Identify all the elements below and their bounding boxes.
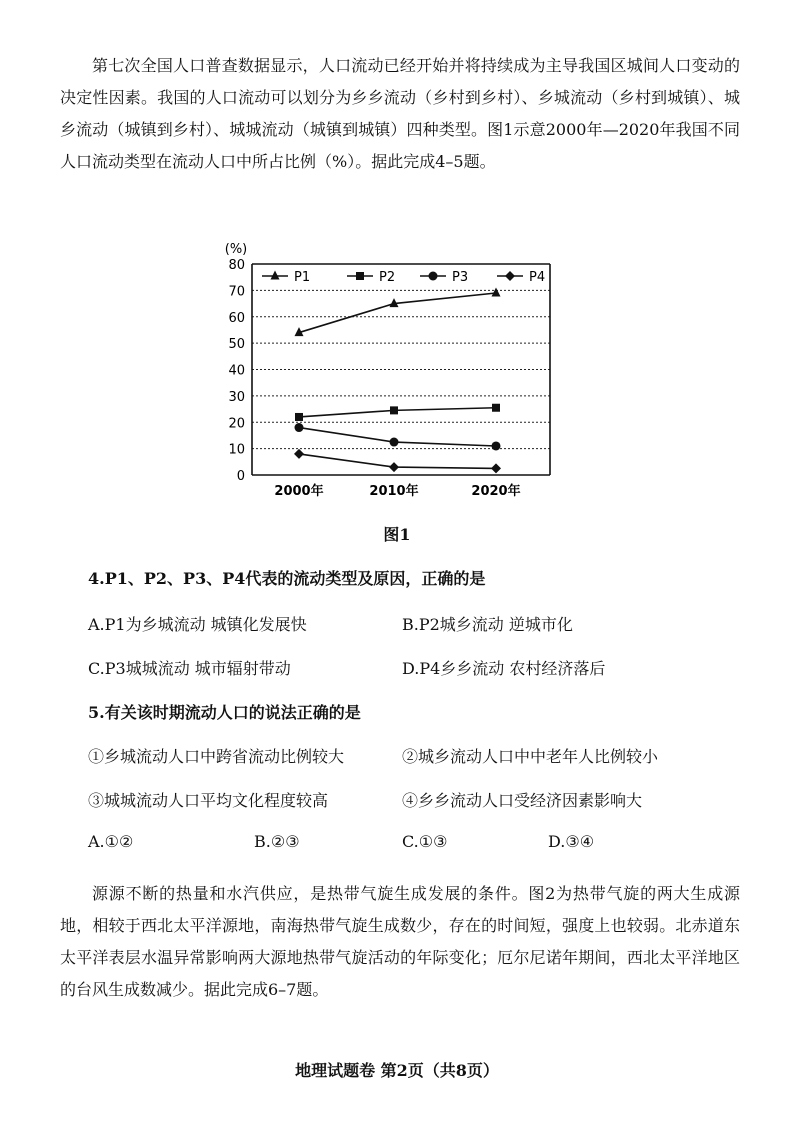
x-tick-label-1: 2010年 [369, 484, 419, 499]
legend-marker-P1 [271, 271, 280, 280]
legend-label-P4: P4 [529, 270, 546, 285]
question-4-option-c[interactable]: C.P3城城流动 城市辐射带动 [88, 659, 291, 678]
question-4-option-a[interactable]: A.P1为乡城流动 城镇化发展快 [88, 615, 307, 634]
y-tick-label-50: 50 [228, 337, 245, 353]
data-point-P1-2 [492, 288, 501, 297]
y-tick-label-0: 0 [236, 469, 245, 484]
legend-marker-P2 [356, 272, 364, 280]
question-5-option-c[interactable]: C.①③ [402, 832, 448, 851]
y-tick-label-80: 80 [228, 258, 245, 273]
legend-marker-P4 [505, 271, 515, 281]
data-point-P2-0 [295, 413, 303, 421]
data-point-P4-2 [491, 463, 501, 473]
legend-label-P2: P2 [379, 270, 396, 285]
question-5-statement-1: ①乡城流动人口中跨省流动比例较大 [88, 747, 345, 766]
population-flow-chart [212, 232, 557, 502]
legend-label-P1: P1 [294, 270, 311, 285]
intro-paragraph: 第七次全国人口普查数据显示，人口流动已经开始并将持续成为主导我国区城间人口变动的决定性因素。我国的人口流动可以划分为乡乡流动（乡村到乡村）、乡城流动（乡村到城镇）、城乡流动（城镇到乡村）、城城流动（城镇到城镇）四种类型。图1示意2000年—2020年我国不同人口流动类型在流动人口中所占比例（%）。据此完成4–5题。 [60, 56, 740, 171]
figure-caption: 图1 [383, 525, 411, 544]
second-paragraph: 源源不断的热量和水汽供应，是热带气旋生成发展的条件。图2为热带气旋的两大生成源地，相较于西北太平洋源地，南海热带气旋生成数少，存在的时间短，强度上也较弱。北赤道东太平洋表层水温异常影响两大源地热带气旋活动的年际变化；厄尔尼诺年期间，西北太平洋地区的台风生成数减少。据此完成6–7题。 [60, 884, 740, 999]
question-4-stem: 4.P1、P2、P3、P4代表的流动类型及原因，正确的是 [88, 569, 486, 588]
x-tick-label-0: 2000年 [274, 484, 324, 499]
y-tick-label-40: 40 [228, 363, 245, 379]
data-point-P4-1 [389, 462, 399, 472]
data-point-P3-1 [390, 438, 399, 447]
data-point-P2-1 [390, 406, 398, 414]
page-footer: 地理试题卷 第2页（共8页） [295, 1061, 499, 1080]
question-5-statement-3: ③城城流动人口平均文化程度较高 [88, 791, 329, 810]
legend-label-P3: P3 [452, 270, 469, 285]
question-5-statement-2: ②城乡流动人口中中老年人比例较小 [402, 747, 659, 766]
y-tick-label-20: 20 [228, 416, 245, 432]
legend-marker-P3 [429, 272, 438, 281]
data-point-P3-2 [492, 441, 501, 450]
question-5-option-d[interactable]: D.③④ [548, 832, 595, 851]
series-line-P1 [299, 293, 496, 333]
x-tick-label-2: 2020年 [471, 484, 521, 499]
data-point-P2-2 [492, 404, 500, 412]
question-4-option-b[interactable]: B.P2城乡流动 逆城市化 [402, 615, 573, 634]
y-axis-label: (%) [224, 242, 248, 257]
question-4-option-d[interactable]: D.P4乡乡流动 农村经济落后 [402, 659, 606, 678]
y-tick-label-30: 30 [228, 389, 245, 405]
question-5-option-b[interactable]: B.②③ [254, 832, 300, 851]
chart-plot-area [225, 242, 550, 499]
data-point-P3-0 [295, 423, 304, 432]
question-5-stem: 5.有关该时期流动人口的说法正确的是 [88, 703, 361, 722]
y-tick-label-60: 60 [228, 310, 245, 326]
question-5-option-a[interactable]: A.①② [88, 832, 134, 851]
y-tick-label-70: 70 [228, 284, 245, 300]
question-5-statement-4: ④乡乡流动人口受经济因素影响大 [402, 791, 643, 810]
data-point-P4-0 [294, 449, 304, 459]
y-tick-label-10: 10 [228, 442, 245, 458]
